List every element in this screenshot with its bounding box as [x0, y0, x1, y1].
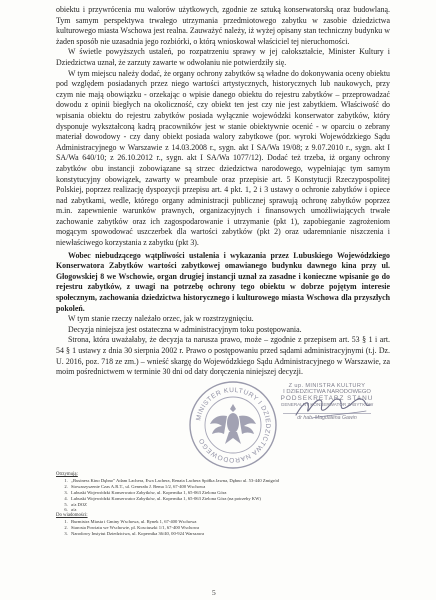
handwritten-signature-icon	[292, 393, 382, 423]
paragraph-legal-reasoning: W tym miejscu należy dodać, że organy ochrony zabytków są władne do dokonywania oceny obiektu pod względem posiadanych przez niego wartości artystycznych, historycznych lub naukowych, przy czym nie mają obowiązku - orzekając o wpisie danego obiektu do rejestru zabytków – przeprowadzać dowodu z opinii biegłych na okoliczność, czy obiekt ten jest czy nie jest zabytkiem. Właściwość do wpisania obiektu do rejestru zabytków posiada wyłącznie wojewódzki konserwator zabytków, który dysponuje wykształconą kadrą pracowników jest w stanie obiektywnie ocenić - w oparciu o zebrany materiał dowodowy - czy dany obiekt posiada walory zabytkowe (por. wyroki Wojewódzkiego Sądu Administracyjnego w Warszawie z 14.03.2008 r., sygn. akt I SA/Wa 19/08; z 9.07.2010 r., sygn. akt I SA/Wa 640/10; z 26.10.2012 r., sygn. akt I SA/Wa 1077/12). Dodać też trzeba, iż organy ochrony zabytków obu instancji zobowiązane są strzec dziedzictwa narodowego, wypełniając tym samym konstytucyjny obowiązek, zawarty w preambule oraz przepisie art. 5 Konstytucji Rzeczypospolitej Polskiej, poprzez realizację dyspozycji przepisu art. 4 pkt. 1, 2 i 3 ustawy o ochronie zabytków i opiece nad zabytkami, wedle, którego organy administracji publicznej sprawują ochronę zabytków poprzez m.in. zapewnienie warunków prawnych, organizacyjnych i finansowych umożliwiających trwałe zachowanie zabytków oraz ich zagospodarowanie i utrzymanie (pkt 1), zapobieganie zagrożeniom mogącym spowodować uszczerbek dla wartości zabytków (pkt 2) oraz udaremnianie niszczenia i niewłaściwego korzystania z zabytku (pkt 3).	[56, 68, 390, 248]
recipient-item: 4. Lubuski Wojewódzki Konserwator Zabytków, ul. Kopernika 1, 65-063 Zielona Góra (na potrzeby KW)	[69, 496, 356, 502]
stamp-authority-line: Z up. MINISTRA KULTURY	[288, 383, 366, 389]
stamp-ministry-line: I DZIEDZICTWA NARODOWEGO	[283, 389, 371, 395]
decision-body-text	[56, 5, 390, 378]
paragraph-conclusion: Wobec niebudzącego wątpliwości ustalenia i wykazania przez Lubuskiego Wojewódzkiego Konserwatora Zabytków wartości zabytkowej omawianego budynku dawnego kina przy ul. Głogowskiej 8 we Wschowie, organ drugiej instancji uznał za zasadne i konieczne wpisanie go do rejestru zabytków, z uwagi na potrzebę ochrony tego obiektu w dobrze pojętym interesie społecznym, zachowania dziedzictwa historycznego i kulturowego miasta Wschowa dla przyszłych pokoleń.	[56, 250, 390, 313]
recipient-item: 6. a/a	[69, 507, 356, 513]
page-number: 5	[212, 588, 216, 597]
info-recipient-item: 3. Narodowy Instytut Dziedzictwa, ul. Kopernika 36/40, 00-924 Warszawa	[69, 531, 356, 537]
info-recipient-item: 2. Starosta Powiatu we Wschowie, pl. Kosciuszki 1/1, 67-400 Wschowa	[69, 525, 356, 531]
official-seal-icon	[188, 380, 278, 470]
svg-text:MINISTER KULTURY I DZIEDZICTWA: MINISTER KULTURY I DZIEDZICTWA NARODOWEGO	[195, 386, 272, 464]
paragraph-ruling: W tym stanie rzeczy należało orzec, jak w rozstrzygnięciu.	[68, 314, 254, 324]
info-list	[56, 519, 356, 537]
stamp-signatory: dr hab. Magdalena Gawin	[297, 415, 357, 422]
recipient-item: 2. Stowarzyszenie Czas A.R.T., ul. Generała J. Bema 1/2, 67-400 Wschowa	[69, 484, 356, 490]
recipient-item: 5. a/a DOZ	[69, 502, 356, 508]
paragraph-appeal-instructions: Strona, która uważałaby, że decyzja ta narusza prawo, może – zgodnie z przepisem art. 53 § 1 i art. 54 § 1 ustawy z dnia 30 sierpnia 2002 r. Prawo o postępowaniu przed sądami administracyjnymi (t.j. Dz. U. 2016, poz. 718 ze zm.) – wnieść skargę do Wojewódzkiego Sądu Administracyjnego w Warszawie, za moim pośrednictwem w terminie 30 dni od daty doręczenia niniejszej decyzji.	[56, 335, 390, 377]
info-recipient-item: 1. Burmistrz Miasta i Gminy Wschowa, ul. Rynek 1, 67-400 Wschowa	[69, 519, 356, 525]
recipient-item: 3. Lubuski Wojewódzki Konserwator Zabytków, ul. Kopernika 1, 65-063 Zielona Góra	[69, 490, 356, 496]
received-heading: Otrzymują:	[56, 472, 78, 477]
recipient-item: 1. „Business Kino Dębno” Adam Lachera, Ewa Lachera, Renata Lachera Spółka Jawna, Dębno ul. 53-440 Zmigród	[69, 478, 356, 484]
paragraph-technical-state: obiektu i przywrócenia mu walorów użytkowych, zgodnie ze sztuką konserwatorską oraz budowlaną. Tym samym perspektywa trwałego utrzymania przedmiotowego zabytku w zasobie dziedzictwa kulturowego miasta Wschowa jest realna. Zauważyć należy, iż wyżej opisany stan techniczny budynku w żaden sposób nie uzasadnia jego rozbiórki, o którą wnioskował właściciel tej nieruchomości.	[56, 5, 390, 46]
paragraph-finality: Decyzja niniejsza jest ostateczna w administracyjnym toku postępowania.	[68, 324, 302, 334]
paragraph-minister-findings: W świetle powyższych ustaleń, po rozpatrzeniu sprawy w jej całokształcie, Minister Kultury i Dziedzictwa uznał, że zarzuty zawarte w odwołaniu nie potwierdziły się.	[56, 47, 390, 67]
received-list	[56, 478, 356, 513]
distribution-list	[56, 472, 356, 537]
stamp-position-line: PODSEKRETARZ STANU	[280, 395, 374, 403]
info-heading: Do wiadomości:	[56, 513, 88, 519]
stamp-title-line: GENERALNY KONSERWATOR ZABYTKÓW	[280, 402, 374, 408]
